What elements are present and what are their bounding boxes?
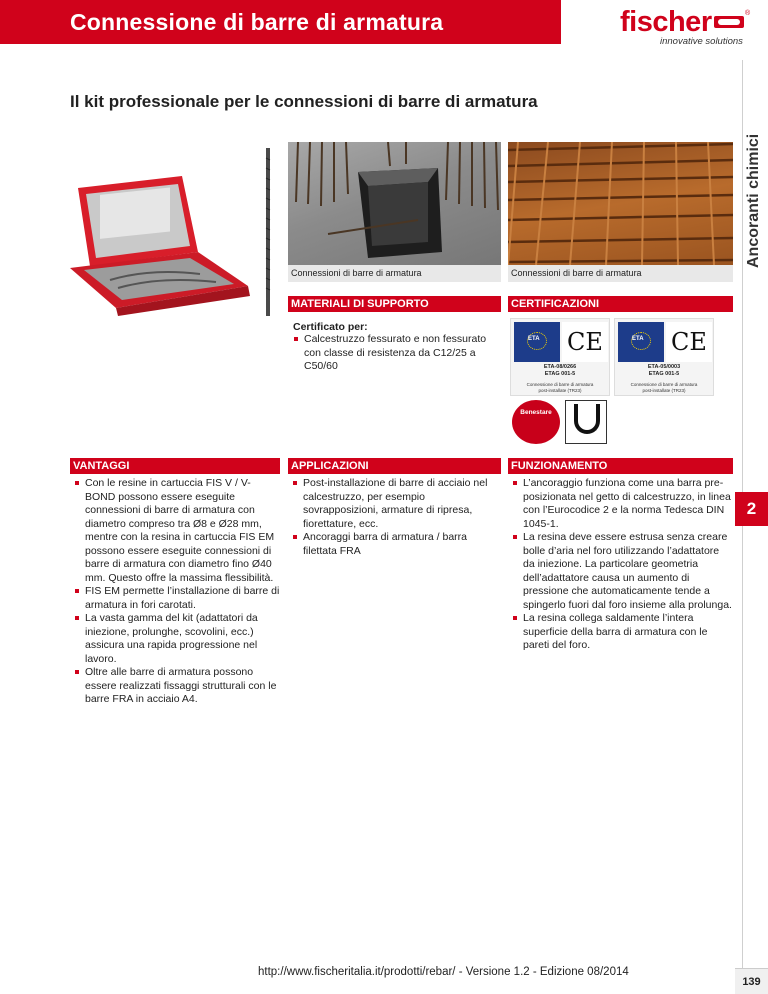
eta-certificate-badge (510, 318, 610, 396)
materiali-list (293, 333, 501, 374)
funzionamento-list (512, 477, 733, 653)
badge-code: ETA-05/0003 ETAG 001-5 (647, 364, 681, 377)
chapter-tab: 2 (735, 492, 768, 526)
footer-url-link[interactable]: http://www.fischeritalia.it/prodotti/rebar/ - Versione 1.2 - Edizione 08/2014 (258, 966, 629, 978)
section-funzionamento-heading: FUNZIONAMENTO (508, 458, 733, 474)
registered-mark: ® (745, 10, 751, 17)
applicazioni-list (292, 477, 501, 558)
brand-tagline: innovative solutions (660, 36, 743, 47)
badge-description: Connessione di barre di armatura post-installate (TR23) (630, 382, 698, 393)
list-item: Calcestruzzo fessurato e non fessurato con classe di resistenza da C12/25 a C50/60 (293, 333, 501, 374)
ce-mark-icon: CE (666, 322, 712, 362)
badge-code: ETA-08/0266 ETAG 001-5 (543, 364, 577, 377)
certified-for-label: Certificato per: (293, 321, 368, 333)
side-category-label: Ancoranti chimici (745, 133, 762, 268)
main-heading: Il kit professionale per le connessioni di barre di armatura (70, 92, 538, 111)
eta-logo-icon: ETA (514, 322, 560, 362)
list-item: Ancoraggi barra di armatura / barra filettata FRA (292, 531, 501, 558)
vantaggi-list (74, 477, 280, 707)
section-applicazioni-heading: APPLICAZIONI (288, 458, 501, 474)
shaft-rebar-photo (288, 142, 501, 265)
fischer-logo (620, 6, 752, 52)
list-item: La resina deve essere estrusa senza creare bolle d’aria nel foro utilizzando l’adattatore da iniezione. La particolare geometria dell’adattatore causa un aumento di pressione che automaticamente tende a spingerlo fuori dal foro insieme alla prolunga. (512, 531, 733, 612)
list-item: Con le resine in cartuccia FIS V / V-BOND possono essere eseguite connessioni di barre di armatura con diametro compreso tra Ø8 e Ø28 mm, mentre con la resina in cartuccia FIS EM possono essere eseguite connessioni di barre di armatura con diametro fino Ø40 mm. Questo offre la massima flessibilità. (74, 477, 280, 585)
photo-caption-shaft: Connessioni di barre di armatura (288, 265, 501, 282)
header-bar (0, 0, 561, 44)
list-item: Oltre alle barre di armatura possono essere realizzati fissaggi strutturali con le barre FRA in acciaio A4. (74, 666, 280, 707)
rebar-mesh-photo (508, 142, 733, 265)
eta-certificate-badge (614, 318, 714, 396)
badge-description: Connessione di barre di armatura post-installate (TR23) (526, 382, 594, 393)
section-materiali-heading: MATERIALI DI SUPPORTO (288, 296, 501, 312)
photo-caption-rebar: Connessioni di barre di armatura (508, 265, 733, 282)
list-item: L’ancoraggio funziona come una barra pre-posizionata nel getto di calcestruzzo, in linea con l’Eurocodice 2 e la norma Tedesca DIN 1045-1. (512, 477, 733, 531)
u-certification-icon (565, 400, 607, 444)
list-item: La vasta gamma del kit (adattatori da iniezione, prolunghe, scovolini, ecc.) assicura una rapida progressione nel lavoro. (74, 612, 280, 666)
kit-case-photo (70, 148, 280, 316)
section-certificazioni-heading: CERTIFICAZIONI (508, 296, 733, 312)
list-item: La resina collega saldamente l’intera superficie della barra di armatura con le pareti del foro. (512, 612, 733, 653)
list-item: Post-installazione di barre di acciaio nel calcestruzzo, per esempio sovrapposizioni, armature di ripresa, fiorettature, ecc. (292, 477, 501, 531)
brand-name: fischer (620, 6, 712, 38)
list-item: FIS EM permette l’installazione di barre di armatura in fori carotati. (74, 585, 280, 612)
benestare-seal: Benestare (512, 400, 560, 444)
page-title: Connessione di barre di armatura (70, 9, 444, 35)
brand-mark-icon (714, 16, 744, 28)
page-number: 139 (735, 968, 768, 994)
eta-logo-icon: ETA (618, 322, 664, 362)
ce-mark-icon: CE (562, 322, 608, 362)
section-vantaggi-heading: VANTAGGI (70, 458, 280, 474)
